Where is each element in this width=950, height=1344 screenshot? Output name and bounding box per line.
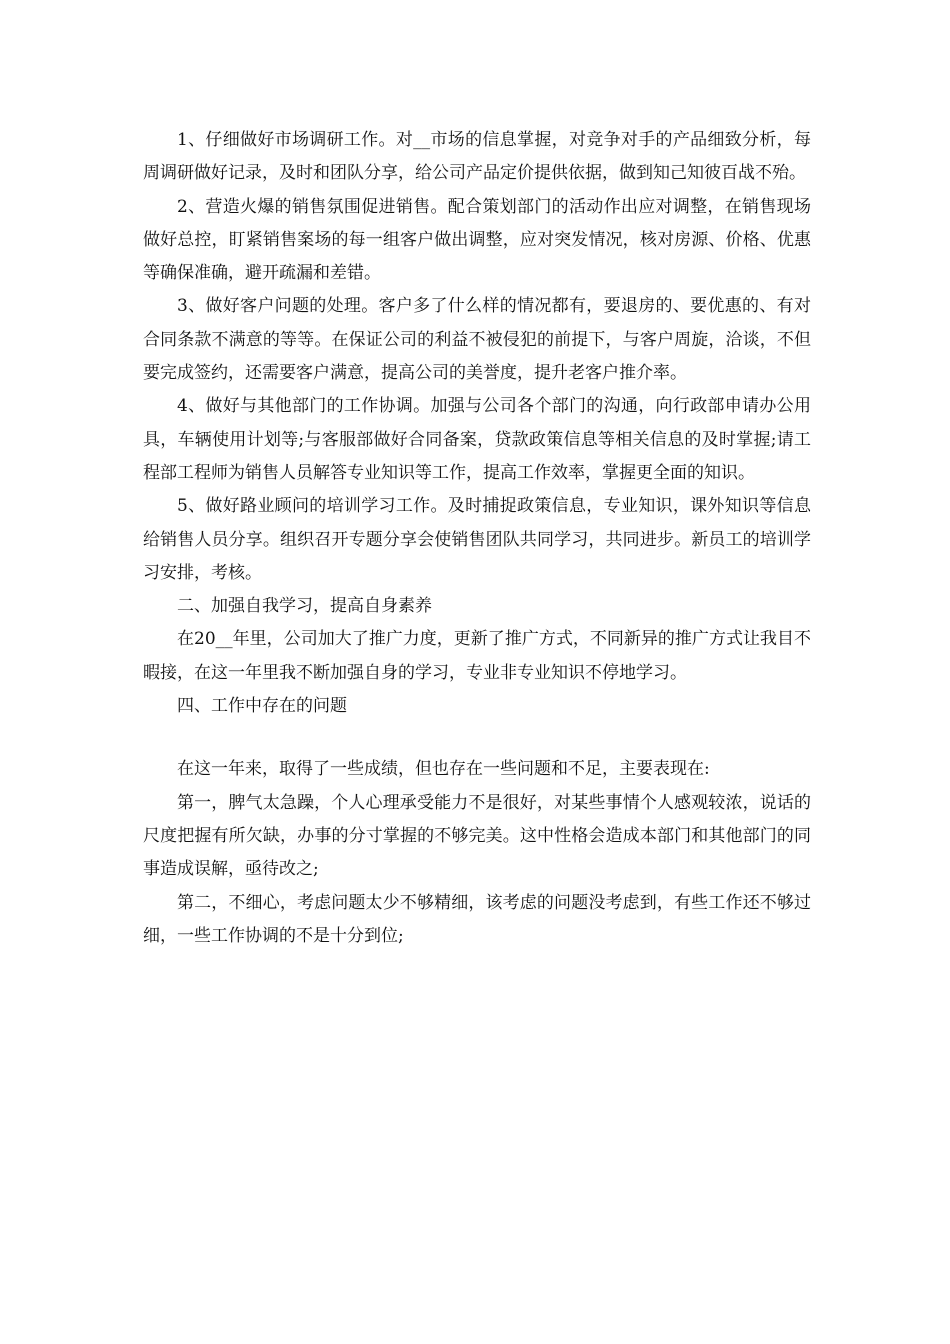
document-body xyxy=(143,124,811,953)
paragraph-item-4: 4、做好与其他部门的工作协调。加强与公司各个部门的沟通，向行政部申请办公用具，车辆使用计划等;与客服部做好合同备案，贷款政策信息等相关信息的及时掌握;请工程部工程师为销售人员解答专业知识等工作，提高工作效率，掌握更全面的知识。 xyxy=(143,396,811,483)
paragraph-problem-second: 第二，不细心，考虑问题太少不够精细，该考虑的问题没考虑到，有些工作还不够过细，一些工作协调的不是十分到位; xyxy=(143,892,811,946)
paragraph-problem-first: 第一，脾气太急躁，个人心理承受能力不是很好，对某些事情个人感观较浓，说话的尺度把握有所欠缺，办事的分寸掌握的不够完美。这中性格会造成本部门和其他部门的同事造成误解，亟待改之; xyxy=(143,792,811,880)
paragraph-problems-intro: 在这一年来，取得了一些成绩，但也存在一些问题和不足，主要表现在: xyxy=(177,759,710,780)
paragraph-item-5: 5、做好路业顾问的培训学习工作。及时捕捉政策信息，专业知识，课外知识等信息给销售人员分享。组织召开专题分享会使销售团队共同学习，共同进步。新员工的培训学习安排，考核。 xyxy=(143,496,811,583)
paragraph-self-study: 在20__年里，公司加大了推广力度，更新了推广方式，不同新异的推广方式让我目不暇接，在这一年里我不断加强自身的学习，专业非专业知识不停地学习。 xyxy=(143,629,811,683)
section-heading-self-study: 二、加强自我学习，提高自身素养 xyxy=(177,596,432,617)
paragraph-item-1: 1、仔细做好市场调研工作。对__市场的信息掌握，对竞争对手的产品细致分析，每周调研做好记录，及时和团队分享，给公司产品定价提供依据，做到知己知彼百战不殆。 xyxy=(143,130,811,184)
blank-line xyxy=(143,723,811,753)
section-heading-problems: 四、工作中存在的问题 xyxy=(177,696,347,717)
paragraph-item-2: 2、营造火爆的销售氛围促进销售。配合策划部门的活动作出应对调整，在销售现场做好总控，盯紧销售案场的每一组客户做出调整，应对突发情况，核对房源、价格、优惠等确保准确，避开疏漏和差错。 xyxy=(143,196,811,284)
paragraph-item-3: 3、做好客户问题的处理。客户多了什么样的情况都有，要退房的、要优惠的、有对合同条款不满意的等等。在保证公司的利益不被侵犯的前提下，与客户周旋，洽谈，不但要完成签约，还需要客户满意，提高公司的美誉度，提升老客户推介率。 xyxy=(143,296,811,384)
